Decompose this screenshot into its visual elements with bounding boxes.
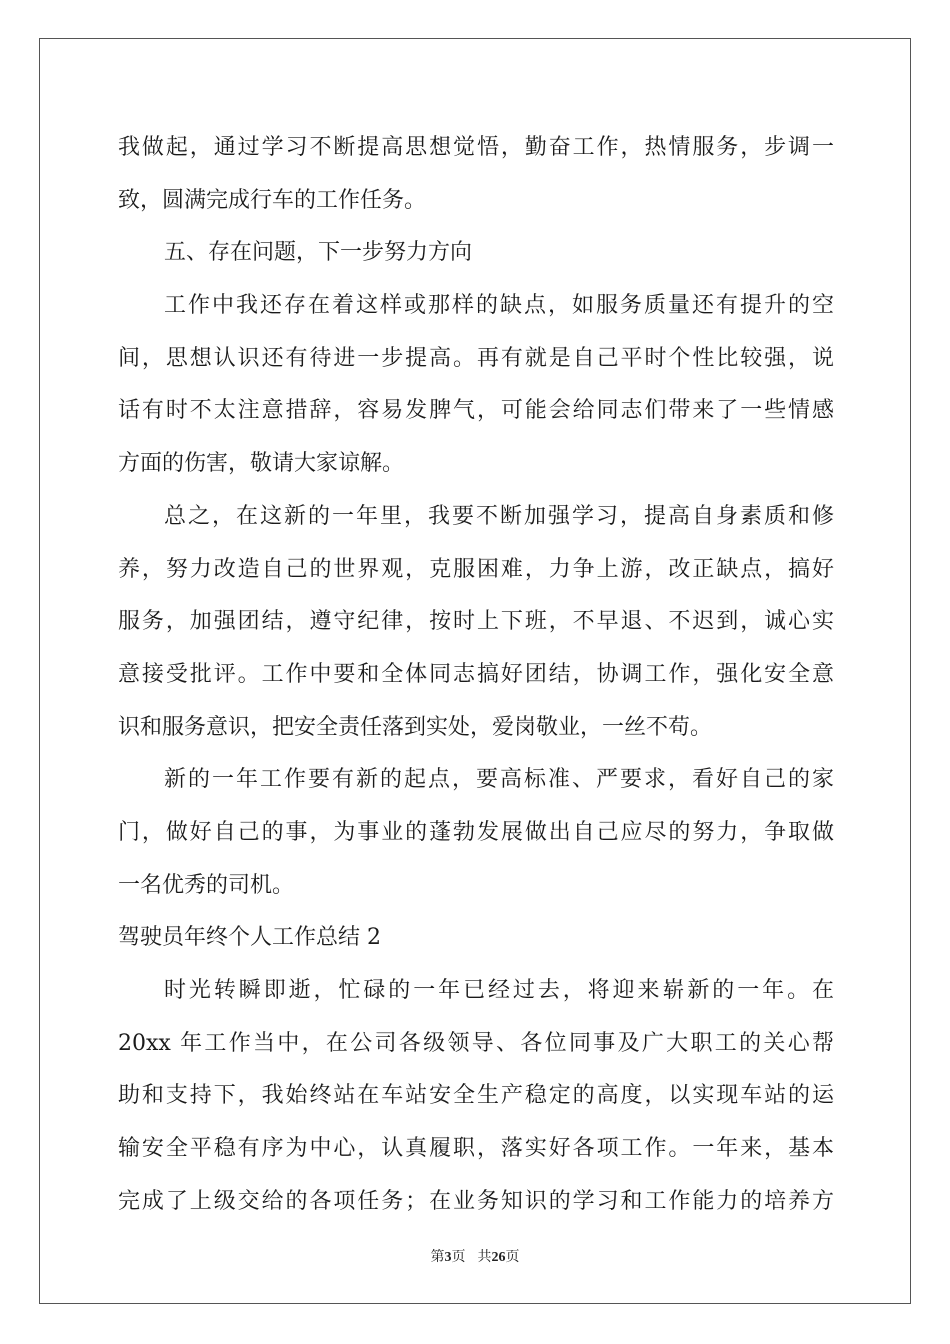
page-label-suffix: 页 xyxy=(451,1250,466,1265)
page-footer xyxy=(0,1246,950,1266)
body-line: 输安全平稳有序为中心，认真履职，落实好各项工作。一年来，基本 xyxy=(118,1136,834,1162)
body-line: 时光转瞬即逝，忙碌的一年已经过去，将迎来崭新的一年。在 xyxy=(164,978,834,1003)
body-line: 一名优秀的司机。 xyxy=(118,872,295,898)
body-line: 识和服务意识，把安全责任落到实处，爱岗敬业，一丝不苟。 xyxy=(118,714,713,740)
total-label-prefix: 共 xyxy=(477,1250,492,1265)
section-heading: 五、存在问题，下一步努力方向 xyxy=(164,240,473,266)
body-line: 20xx 年工作当中，在公司各级领导、各位同事及广大职工的关心帮 xyxy=(118,1030,834,1056)
body-line: 致，圆满完成行车的工作任务。 xyxy=(118,187,427,213)
page-number: 3 xyxy=(444,1250,452,1265)
body-line: 服务，加强团结，遵守纪律，按时上下班，不早退、不迟到，诚心实 xyxy=(118,609,834,635)
body-line: 方面的伤害，敬请大家谅解。 xyxy=(118,451,405,477)
body-line: 总之，在这新的一年里，我要不断加强学习，提高自身素质和修 xyxy=(164,503,834,529)
body-line: 工作中我还存在着这样或那样的缺点，如服务质量还有提升的空 xyxy=(164,293,834,319)
body-line: 意接受批评。工作中要和全体同志搞好团结，协调工作，强化安全意 xyxy=(118,661,834,687)
body-line: 话有时不太注意措辞，容易发脾气，可能会给同志们带来了一些情感 xyxy=(118,398,834,424)
document-body xyxy=(118,122,834,1228)
body-line: 养，努力改造自己的世界观，克服困难，力争上游，改正缺点，搞好 xyxy=(118,556,834,582)
body-line: 助和支持下，我始终站在车站安全生产稳定的高度，以实现车站的运 xyxy=(118,1083,834,1109)
body-line: 完成了上级交给的各项任务；在业务知识的学习和工作能力的培养方 xyxy=(118,1188,834,1214)
total-label-suffix: 页 xyxy=(505,1250,520,1265)
body-line: 新的一年工作要有新的起点，要高标准、严要求，看好自己的家 xyxy=(164,767,834,793)
document-title: 驾驶员年终个人工作总结 2 xyxy=(118,925,381,951)
body-line: 我做起，通过学习不断提高思想觉悟，勤奋工作，热情服务，步调一 xyxy=(118,135,834,160)
body-line: 间，思想认识还有待进一步提高。再有就是自己平时个性比较强，说 xyxy=(118,345,834,371)
body-line: 门，做好自己的事，为事业的蓬勃发展做出自己应尽的努力，争取做 xyxy=(118,819,834,845)
page-total: 26 xyxy=(491,1250,506,1265)
page-label-prefix: 第 xyxy=(430,1250,445,1265)
